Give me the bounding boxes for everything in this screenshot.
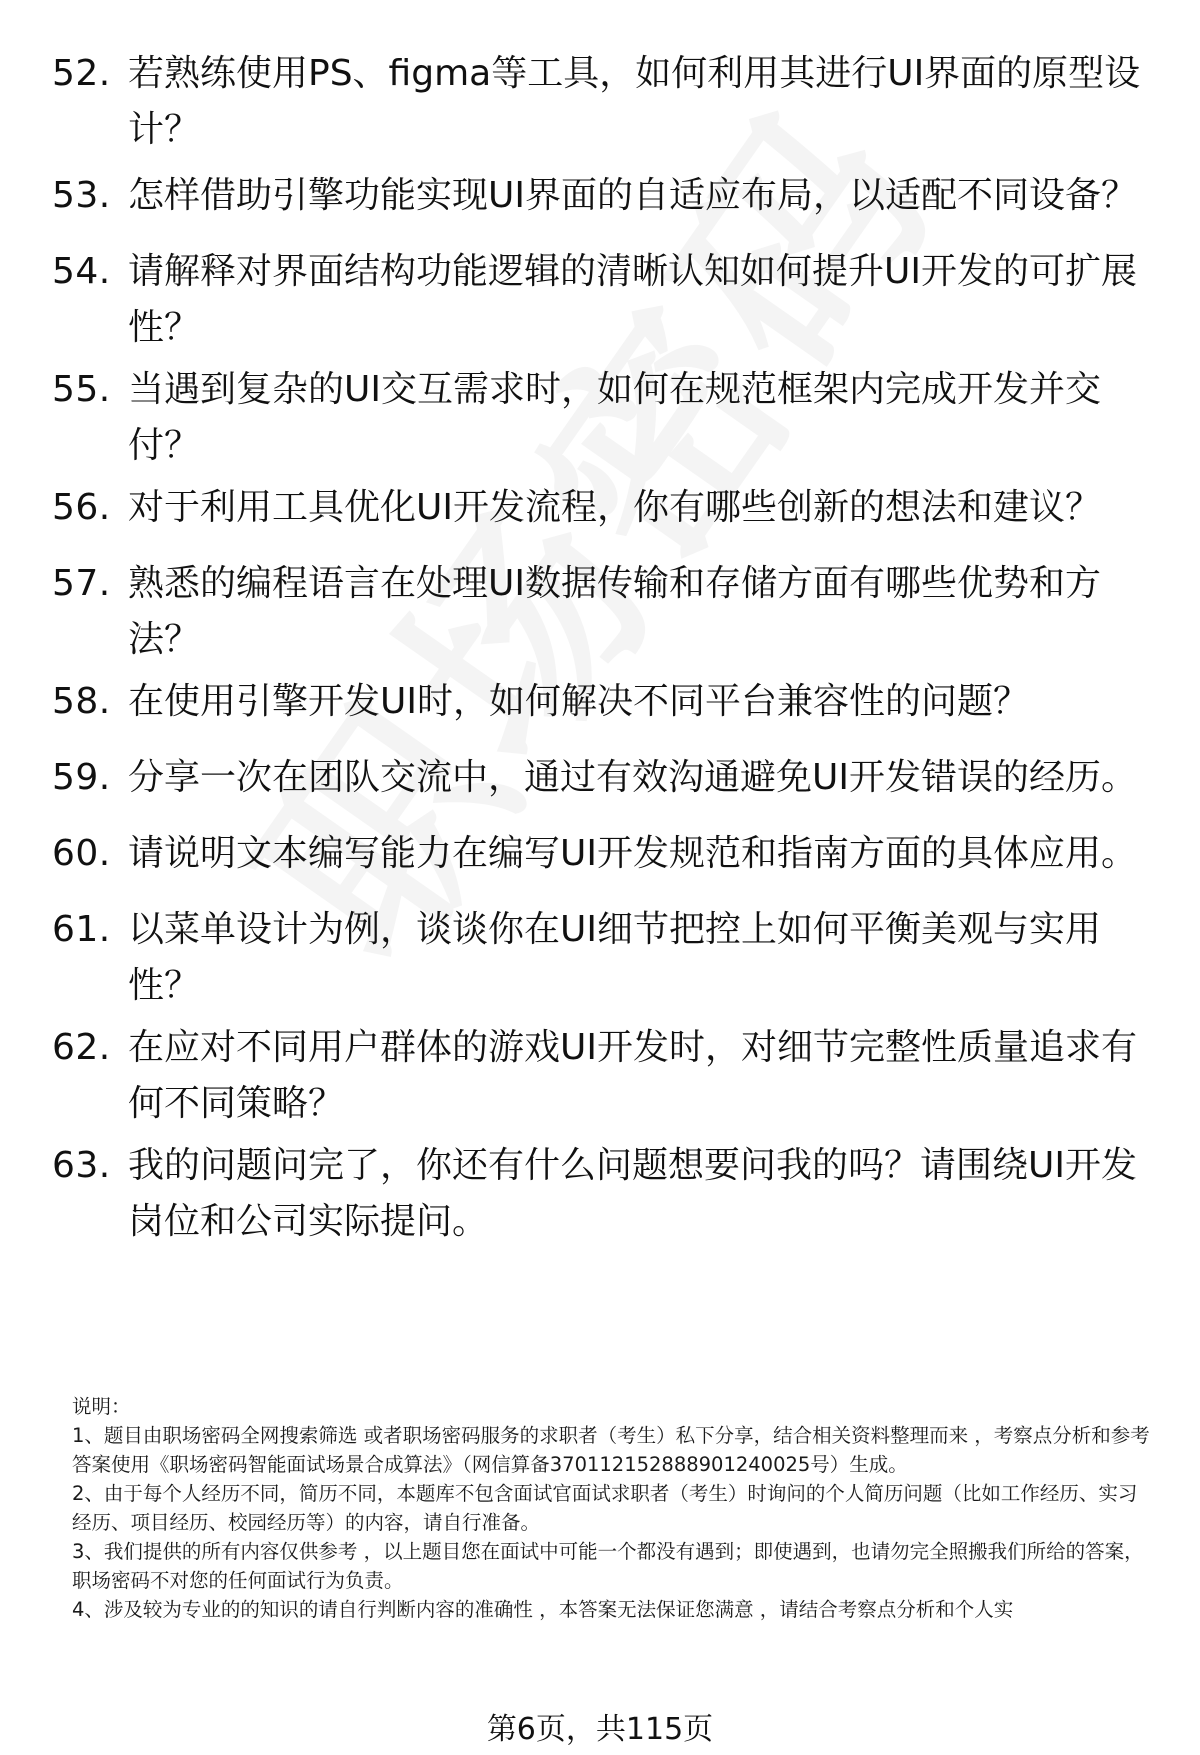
question-text: 请解释对界面结构功能逻辑的清晰认知如何提升UI开发的可扩展性？ <box>128 251 1137 348</box>
question-text: 若熟练使用PS、figma等工具，如何利用其进行UI界面的原型设计？ <box>128 53 1141 150</box>
question-number: 54. <box>52 251 111 292</box>
page-number: 第6页，共115页 <box>486 1712 714 1747</box>
question-number: 52. <box>52 53 111 94</box>
question-text: 熟悉的编程语言在处理UI数据传输和存储方面有哪些优势和方法？ <box>128 563 1101 660</box>
question-number: 57. <box>52 563 111 604</box>
question-number: 56. <box>52 487 111 528</box>
question-number: 60. <box>52 833 111 874</box>
question-text: 分享一次在团队交流中，通过有效沟通避免UI开发错误的经历。 <box>128 757 1137 798</box>
question-text: 当遇到复杂的UI交互需求时，如何在规范框架内完成开发并交付？ <box>128 369 1101 466</box>
question-text: 在使用引擎开发UI时，如何解决不同平台兼容性的问题？ <box>128 681 1029 722</box>
notes-heading: 说明： <box>72 1395 131 1418</box>
question-number: 61. <box>52 909 111 950</box>
question-number: 63. <box>52 1145 111 1186</box>
question-number: 53. <box>52 175 111 216</box>
question-number: 59. <box>52 757 111 798</box>
note-item: 1、题目由职场密码全网搜索筛选 或者职场密码服务的求职者（考生）私下分享，结合相关资料整理而来 ，考察点分析和参考答案使用《职场密码智能面试场景合成算法》（网信算备370112152888901240025号）生成。 <box>72 1424 1150 1476</box>
question-text: 我的问题问完了，你还有什么问题想要问我的吗？请围绕UI开发岗位和公司实际提问。 <box>128 1145 1137 1242</box>
note-item: 3、我们提供的所有内容仅供参考 ，以上题目您在面试中可能一个都没有遇到；即使遇到，也请勿完全照搬我们所给的答案，职场密码不对您的任何面试行为负责。 <box>72 1540 1144 1592</box>
notes-section <box>72 1392 1152 1624</box>
question-text: 怎样借助引擎功能实现UI界面的自适应布局，以适配不同设备？ <box>128 175 1137 216</box>
question-number: 62. <box>52 1027 111 1068</box>
question-text: 以菜单设计为例，谈谈你在UI细节把控上如何平衡美观与实用性？ <box>128 909 1101 1006</box>
note-item: 2、由于每个人经历不同，简历不同，本题库不包含面试官面试求职者（考生）时询问的个人简历问题（比如工作经历、实习经历、项目经历、校园经历等）的内容，请自行准备。 <box>72 1482 1138 1534</box>
question-number: 58. <box>52 681 111 722</box>
question-number: 55. <box>52 369 111 410</box>
question-text: 在应对不同用户群体的游戏UI开发时，对细节完整性质量追求有何不同策略？ <box>128 1027 1137 1124</box>
question-text: 对于利用工具优化UI开发流程，你有哪些创新的想法和建议？ <box>128 487 1101 528</box>
question-text: 请说明文本编写能力在编写UI开发规范和指南方面的具体应用。 <box>128 833 1137 874</box>
note-item: 4、涉及较为专业的的知识的请自行判断内容的准确性 ，本答案无法保证您满意 ，请结合考察点分析和个人实 <box>72 1598 1014 1621</box>
